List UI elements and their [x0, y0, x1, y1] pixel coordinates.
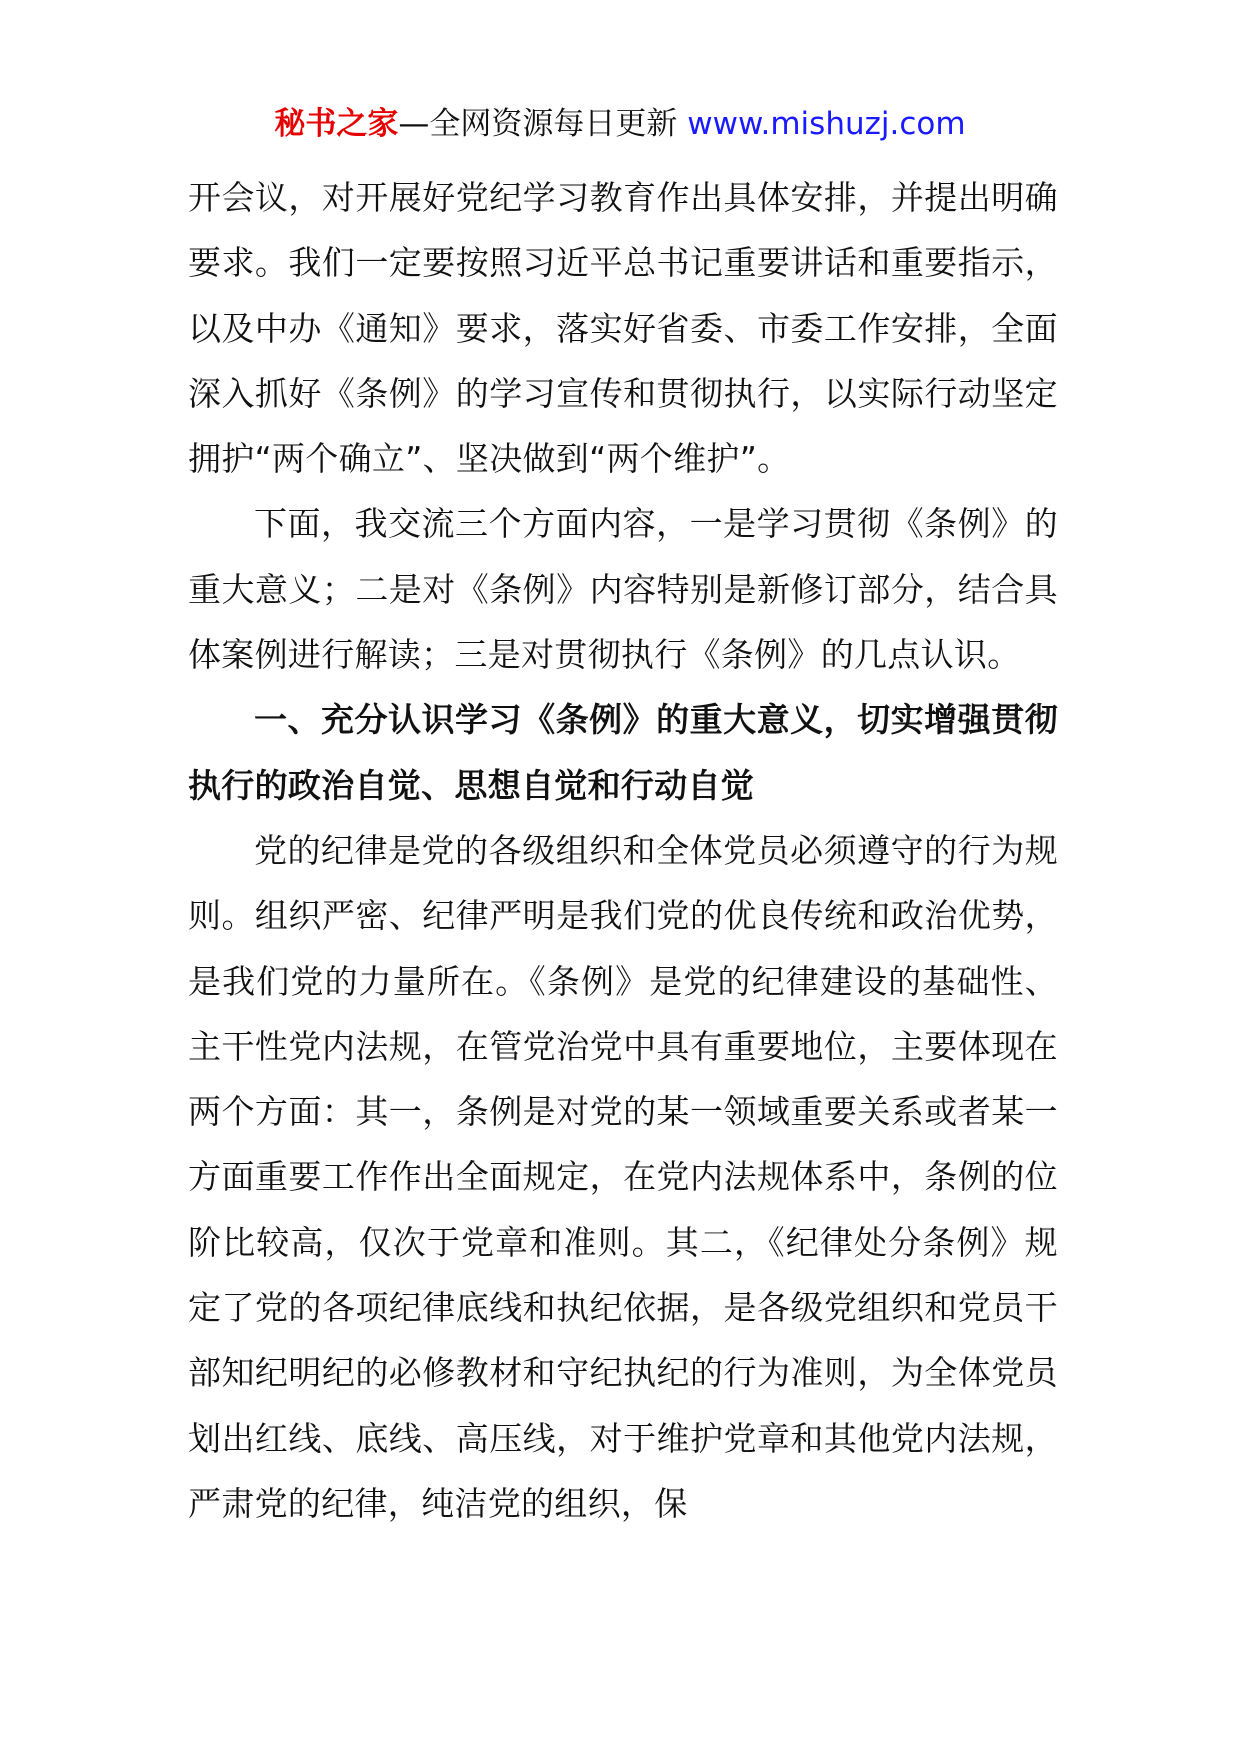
paragraph-discipline: 党的纪律是党的各级组织和全体党员必须遵守的行为规则。组织严密、纪律严明是我们党的优良传统和政治优势，是我们党的力量所在。《条例》是党的纪律建设的基础性、主干性党内法规，在管党治党中具有重要地位，主要体现在两个方面：其一，条例是对党的某一领域重要关系或者某一方面重要工作作出全面规定，在党内法规体系中，条例的位阶比较高，仅次于党章和准则。其二，《纪律处分条例》规定了党的各项纪律底线和执纪依据，是各级党组织和党员干部知纪明纪的必修教材和守纪执纪的行为准则，为全体党员划出红线、底线、高压线，对于维护党章和其他党内法规，严肃党的纪律，纯洁党的组织，保: [188, 830, 1058, 1523]
paragraph-outline: 下面，我交流三个方面内容，一是学习贯彻《条例》的重大意义；二是对《条例》内容特别是新修订部分，结合具体案例进行解读；三是对贯彻执行《条例》的几点认识。: [188, 504, 1058, 675]
brand-name: 秘书之家: [274, 106, 399, 142]
site-url-link[interactable]: www.mishuzj.com: [687, 106, 966, 142]
page-header: [0, 104, 1240, 144]
paragraph-continued: 开会议，对开展好党纪学习教育作出具体安排，并提出明确要求。我们一定要按照习近平总书记重要讲话和重要指示，以及中办《通知》要求，落实好省委、市委工作安排，全面深入抓好《条例》的学习宣传和贯彻执行，以实际行动坚定拥护“两个确立”、坚决做到“两个维护”。: [188, 178, 1058, 479]
document-body: [188, 165, 1058, 1536]
header-slogan: —全网资源每日更新: [398, 106, 688, 142]
section-heading-1: 一、充分认识学习《条例》的重大意义，切实增强贯彻执行的政治自觉、思想自觉和行动自觉: [188, 700, 1058, 805]
